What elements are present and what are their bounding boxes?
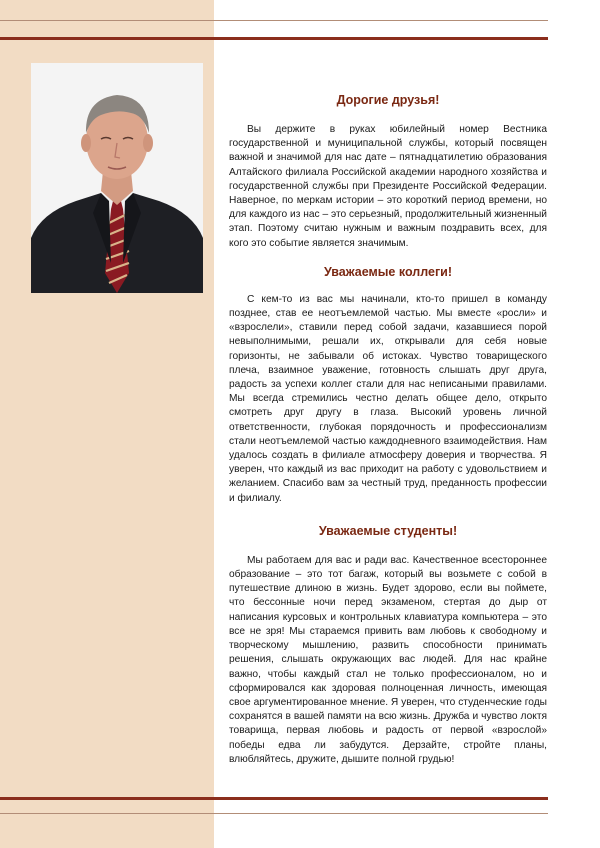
bottom-rule-thick-line: [0, 797, 548, 800]
portrait-photo: [31, 63, 203, 293]
portrait-illustration: [31, 63, 203, 293]
top-rule-thin-line: [0, 20, 548, 21]
section-heading: Уважаемые коллеги!: [323, 264, 452, 279]
letter-content: [229, 92, 547, 767]
section-heading: Уважаемые студенты!: [318, 523, 458, 538]
bottom-rule-thin-line: [0, 813, 548, 814]
section-paragraph: С кем-то из вас мы начинали, кто-то пришел в команду позднее, став ее неотъемлемой частью. Мы вместе «росли» и «взрослели», ставили перед собой задачи, казавшиеся порой невыполнимыми, решали их, открывали для себя новые горизонты, не забывали об истоках. Чувство товарищеского плеча, взаимное уважение, готовность слышать друг друга, радость за успехи коллег стали для нас неписаными правилами. Мы всегда стремились честно делать общее дело, открыто смотреть друг другу в глаза. Высокий уровень личной ответственности, глубокая порядочность и профессионализм стали неотъемлемой частью каждодневного взаимодействия. Нам удалось создать в филиале атмосферу доверия и творчества. Я уверен, что каждый из вас приходит на работу с удовольствием и желанием. Спасибо вам за честный труд, преданность профессии и филиалу.: [229, 293, 547, 504]
section-heading: Дорогие друзья!: [336, 93, 440, 107]
section-paragraph: Вы держите в руках юбилейный номер Вестника государственной и муниципальной службы, который посвящен важной и значимой для нас дате – пятнадцатилетию образования Алтайского филиала Российской академии народного хозяйства и государственной службы при Президенте Российской Федерации. Наверное, по меркам истории – это короткий период времени, но для каждого из нас – это серьезный, продолжительный жизненный этап. Поэтому считаю нужным и важным поздравить всех, для кого это событие является значимым.: [229, 124, 547, 249]
top-rule-thick-line: [0, 37, 548, 40]
section-paragraph: Мы работаем для вас и ради вас. Качественное всестороннее образование – это тот багаж, который вы возьмете с собой в путешествие длиною в жизнь. Будет здорово, если вы поймете, что бессонные ночи перед экзаменом, стертая до дыр от написания курсовых и контрольных клавиатура компьютера – это все не зря! Мы стараемся привить вам любовь к свободному и творческому мышлению, развить способности принимать решения, слышать окружающих вас людей. Для нас крайне важно, чтобы каждый стал не только профессионалом, но и сформировался как здоровая полноценная личность, имеющая свое аргументированное мнение. Я уверен, что студенческие годы сохранятся в вашей памяти на всю жизнь. Дружба и чувство локтя товарища, первая любовь и радость от первой «взрослой» победы едва ли забудутся. Дерзайте, стройте планы, влюбляйтесь, дружите, дышите полной грудью!: [229, 554, 547, 765]
